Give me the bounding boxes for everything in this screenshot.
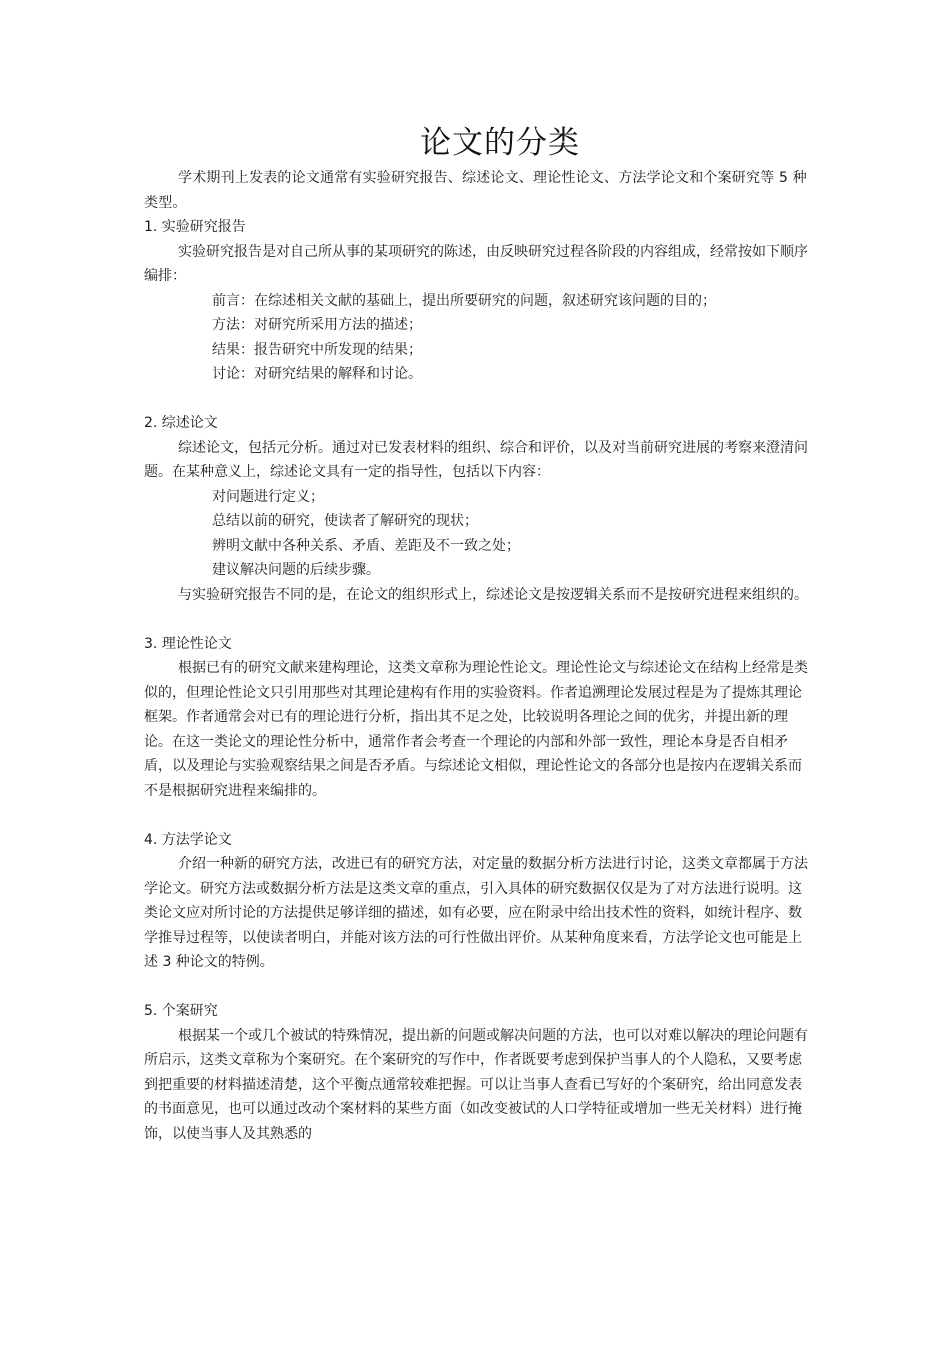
list-review — [144, 485, 814, 583]
list-item: 讨论：对研究结果的解释和讨论。 — [212, 366, 422, 382]
intro-paragraph: 学术期刊上发表的论文通常有实验研究报告、综述论文、理论性论文、方法学论文和个案研究等 5 种类型。 — [144, 170, 808, 211]
spacer — [144, 975, 814, 1000]
list-item: 方法：对研究所采用方法的描述； — [212, 317, 422, 333]
section-paragraph-review: 综述论文，包括元分析。通过对已发表材料的组织、综合和评价，以及对当前研究进展的考察来澄清问题。在某种意义上，综述论文具有一定的指导性，包括以下内容： — [144, 439, 808, 480]
list-experimental-report — [144, 289, 814, 387]
spacer — [144, 803, 814, 828]
list-item: 辨明文献中各种关系、矛盾、差距及不一致之处； — [212, 537, 520, 554]
section-closing-review: 与实验研究报告不同的是，在论文的组织形式上，综述论文是按逻辑关系而不是按研究进程来组织的。 — [178, 586, 808, 603]
section-heading-methodological: 4. 方法学论文 — [144, 831, 232, 848]
list-item: 总结以前的研究，使读者了解研究的现状； — [212, 513, 478, 529]
list-item: 前言：在综述相关文献的基础上，提出所要研究的问题，叙述研究该问题的目的； — [212, 292, 716, 309]
spacer — [144, 607, 814, 632]
section-paragraph-experimental-report: 实验研究报告是对自己所从事的某项研究的陈述，由反映研究过程各阶段的内容组成，经常按如下顺序编排： — [144, 243, 808, 284]
list-item: 对问题进行定义； — [212, 488, 324, 505]
page-title: 论文的分类 — [420, 125, 580, 161]
spacer — [144, 387, 814, 412]
section-heading-case-study: 5. 个案研究 — [144, 1003, 218, 1019]
list-item: 建议解决问题的后续步骤。 — [212, 562, 380, 578]
document-body — [144, 166, 814, 1146]
section-paragraph-case-study: 根据某一个或几个被试的特殊情况，提出新的问题或解决问题的方法，也可以对难以解决的理论问题有所启示，这类文章称为个案研究。在个案研究的写作中，作者既要考虑到保护当事人的个人隐私，又要考虑到把重要的材料描述清楚，这个平衡点通常较难把握。可以让当事人查看已写好的个案研究，给出同意发表的书面意见，也可以通过改动个案材料的某些方面（如改变被试的人口学特征或增加一些无关材料）进行掩饰，以使当事人及其熟悉的 — [144, 1027, 808, 1142]
section-heading-experimental-report: 1. 实验研究报告 — [144, 219, 246, 235]
list-item: 结果：报告研究中所发现的结果； — [212, 341, 422, 358]
section-heading-review: 2. 综述论文 — [144, 415, 218, 431]
section-paragraph-theoretical: 根据已有的研究文献来建构理论，这类文章称为理论性论文。理论性论文与综述论文在结构上经常是类似的，但理论性论文只引用那些对其理论建构有作用的实验资料。作者追溯理论发展过程是为了提炼其理论框架。作者通常会对已有的理论进行分析，指出其不足之处，比较说明各理论之间的优劣，并提出新的理论。在这一类论文的理论性分析中，通常作者会考查一个理论的内部和外部一致性，理论本身是否自相矛盾，以及理论与实验观察结果之间是否矛盾。与综述论文相似，理论性论文的各部分也是按内在逻辑关系而不是根据研究进程来编排的。 — [144, 660, 808, 799]
section-heading-theoretical: 3. 理论性论文 — [144, 635, 232, 652]
section-paragraph-methodological: 介绍一种新的研究方法，改进已有的研究方法，对定量的数据分析方法进行讨论，这类文章都属于方法学论文。研究方法或数据分析方法是这类文章的重点，引入具体的研究数据仅仅是为了对方法进行说明。这类论文应对所讨论的方法提供足够详细的描述，如有必要，应在附录中给出技术性的资料，如统计程序、数学推导过程等，以使读者明白，并能对该方法的可行性做出评价。从某种角度来看，方法学论文也可能是上述 3 种论文的特例。 — [144, 856, 808, 970]
